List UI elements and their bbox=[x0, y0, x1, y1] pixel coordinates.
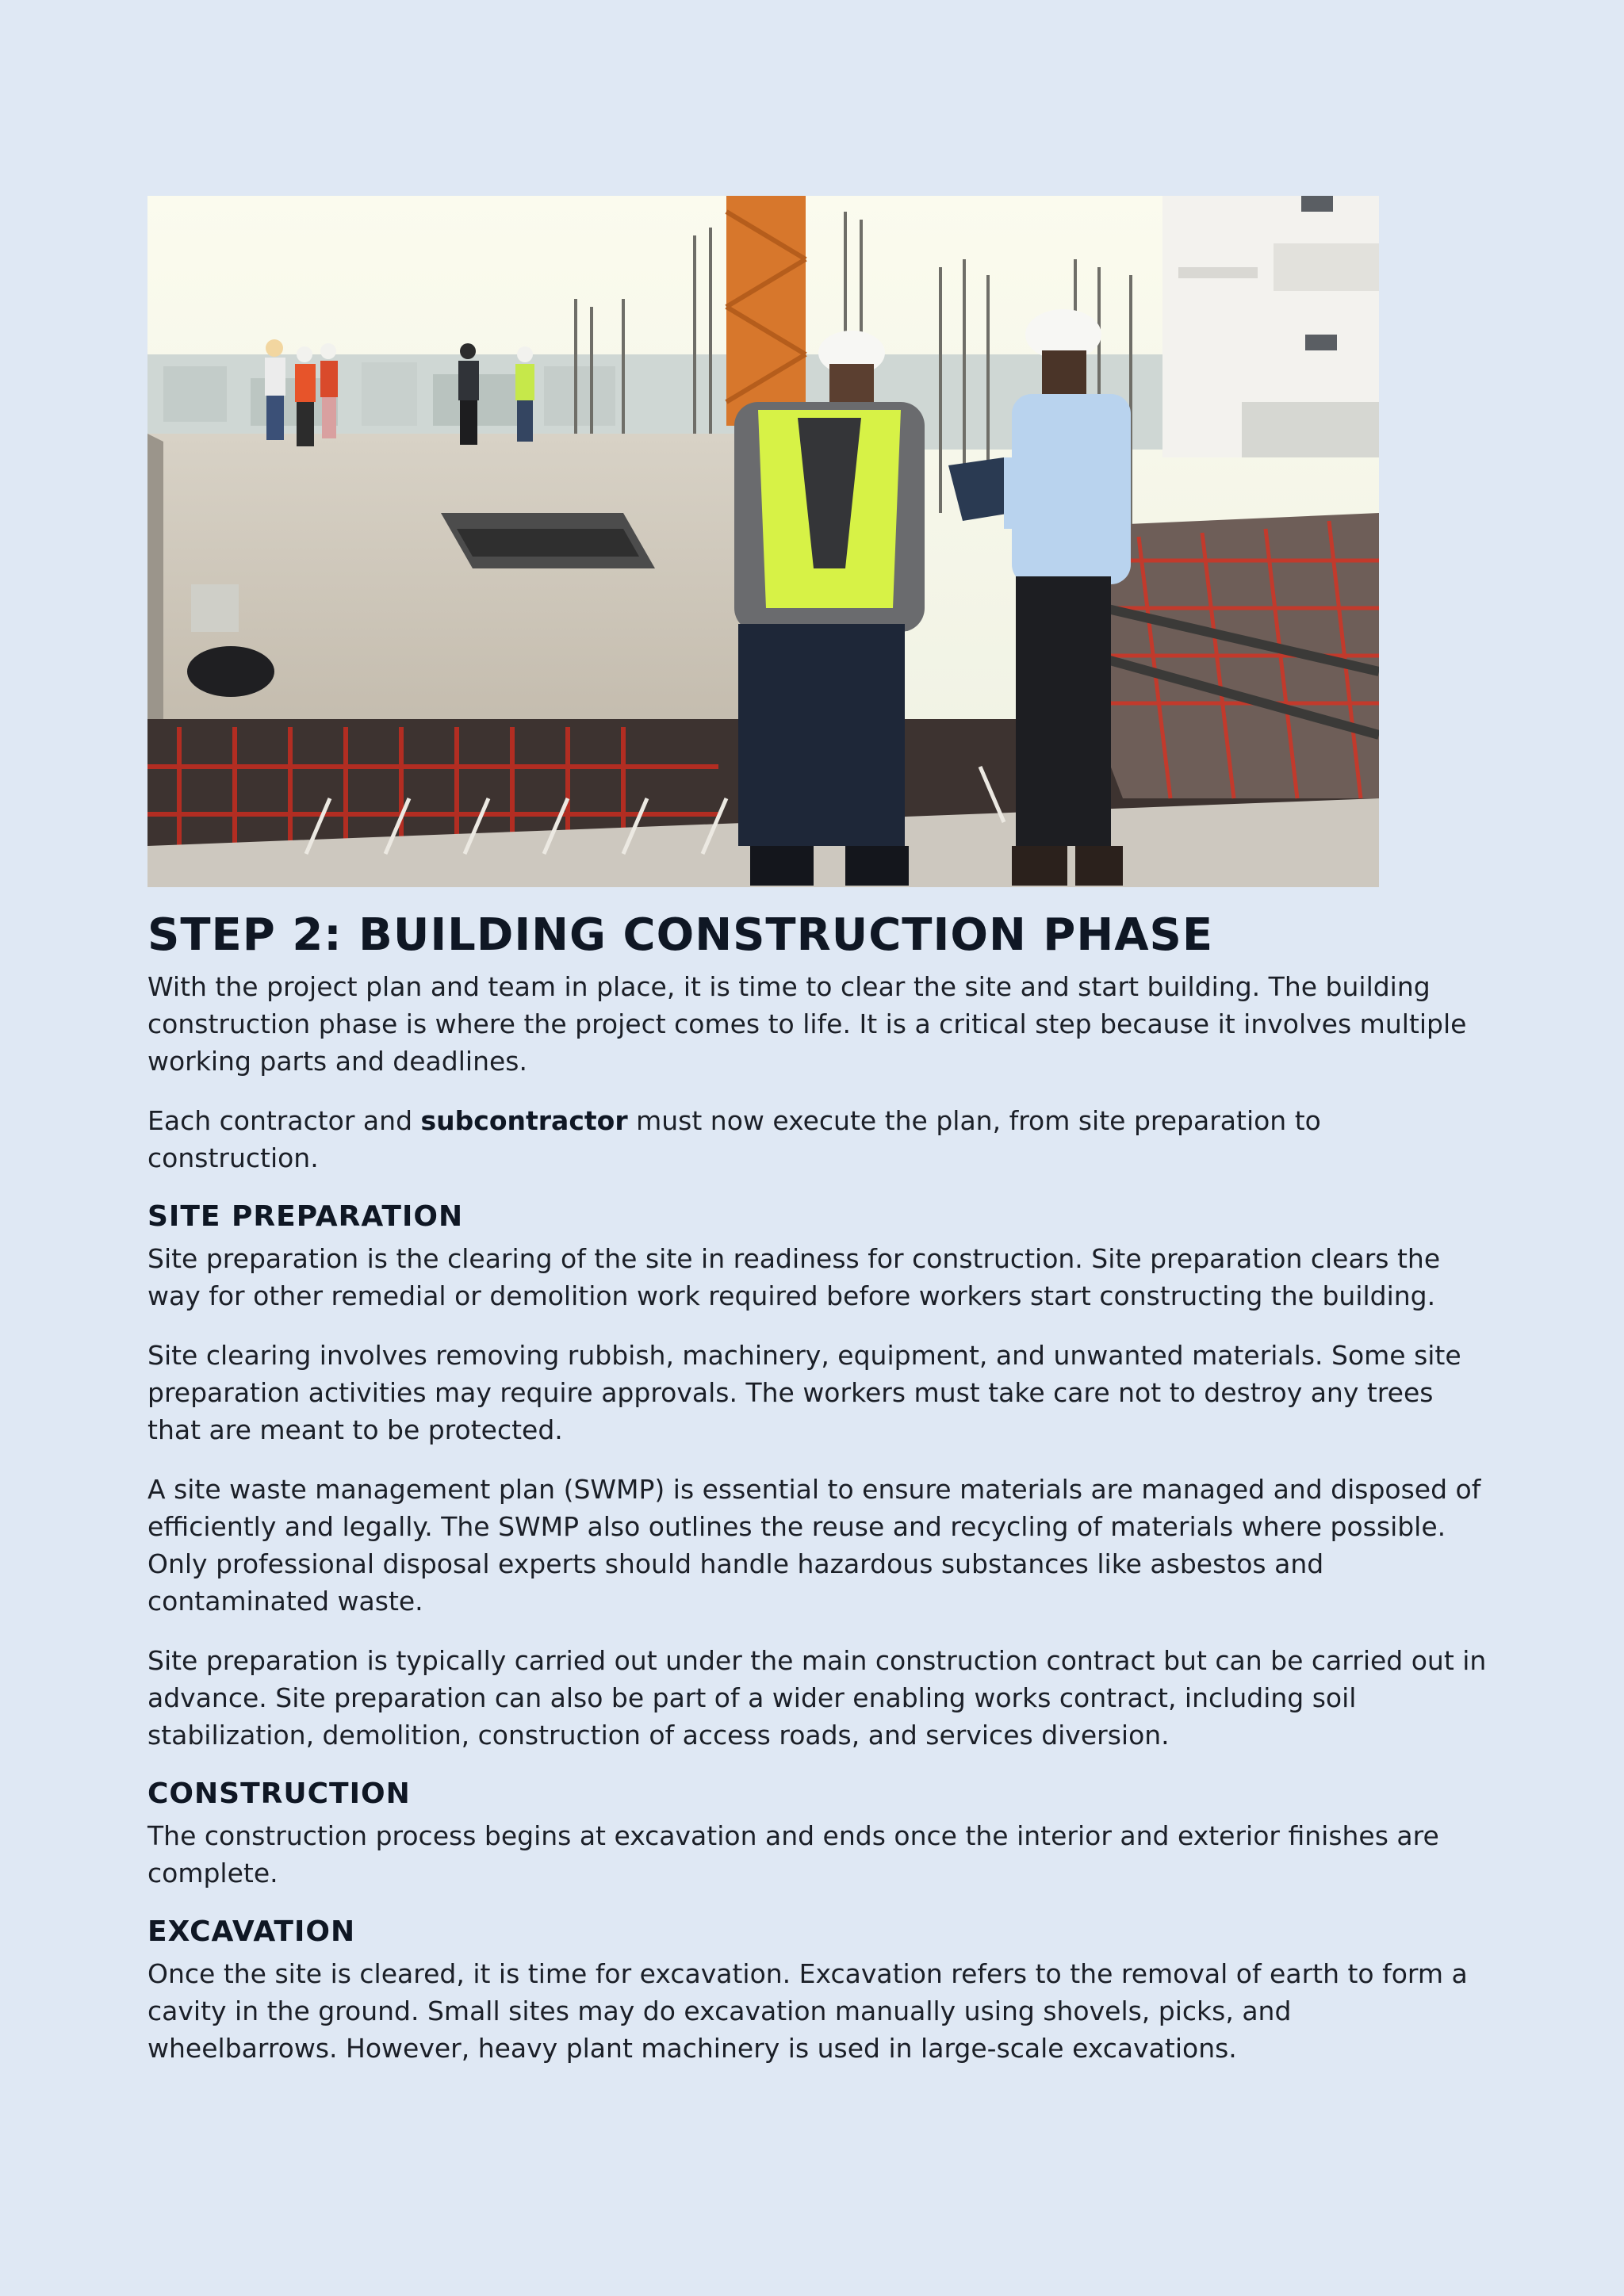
construction-site-photo bbox=[147, 196, 1379, 887]
excavation-paragraph-1: Once the site is cleared, it is time for excavation. Excavation refers to the removal of earth to form a cavity in the ground. Small sites may do excavation manually using shovels, picks, and wheelbarrows. However, heavy plant machinery is used in large-scale excavations. bbox=[147, 1958, 1468, 2064]
intro-paragraph-2-end: must now execute the plan, from site preparation to construction. bbox=[147, 1105, 1321, 1173]
site-preparation-heading: SITE PREPARATION bbox=[147, 1200, 464, 1233]
page-title: STEP 2: BUILDING CONSTRUCTION PHASE bbox=[147, 909, 1214, 961]
intro-paragraph-2 bbox=[147, 1102, 1488, 1177]
subcontractor-term: subcontractor bbox=[420, 1105, 628, 1136]
excavation-heading: EXCAVATION bbox=[147, 1915, 356, 1948]
construction-heading: CONSTRUCTION bbox=[147, 1777, 411, 1810]
intro-paragraph-1: With the project plan and team in place, it is time to clear the site and start building. The building construction phase is where the project comes to life. It is a critical step because it involves multiple working parts and deadlines. bbox=[147, 971, 1467, 1077]
construction-paragraph-1: The construction process begins at excavation and ends once the interior and exterior finishes are complete. bbox=[147, 1820, 1439, 1888]
site-preparation-paragraph-1: Site preparation is the clearing of the site in readiness for construction. Site preparation clears the way for other remedial or demolition work required before workers start constructing the building. bbox=[147, 1243, 1441, 1311]
construction-site-illustration bbox=[147, 196, 1379, 887]
intro-paragraph-2-start: Each contractor and bbox=[147, 1105, 421, 1136]
site-preparation-paragraph-3: A site waste management plan (SWMP) is essential to ensure materials are managed and disposed of efficiently and legally. The SWMP also outlines the reuse and recycling of materials where possible. Only professional disposal experts should handle hazardous substances like asbestos and contaminated waste. bbox=[147, 1474, 1481, 1617]
site-preparation-paragraph-4: Site preparation is typically carried out under the main construction contract but can be carried out in advance. Site preparation can also be part of a wider enabling works contract, including soil stabilization, demolition, construction of access roads, and services diversion. bbox=[147, 1645, 1487, 1751]
site-preparation-paragraph-2: Site clearing involves removing rubbish, machinery, equipment, and unwanted materials. Some site preparation activities may require approvals. The workers must take care not to destroy any trees that are meant to be protected. bbox=[147, 1340, 1461, 1445]
document-page bbox=[147, 196, 1488, 2067]
